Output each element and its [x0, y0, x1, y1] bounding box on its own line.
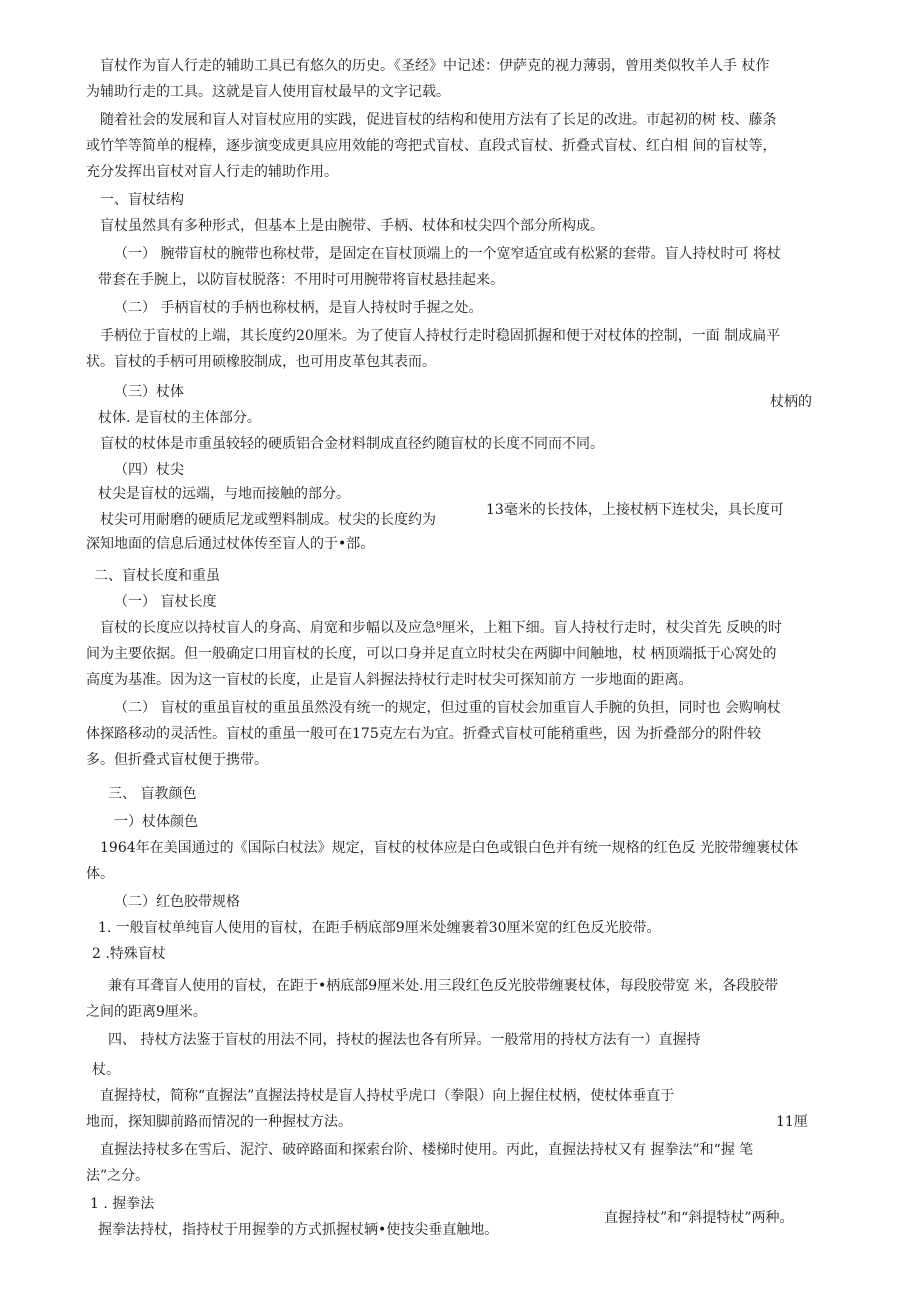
text-line: 状。盲杖的手柄可用硕橡胶制成，也可用皮革包其表而。	[86, 354, 436, 370]
subsection-heading: （三）杖体	[114, 384, 184, 400]
text-line: 高度为基准。因为这一盲杖的长度，止是盲人斜握法持杖行走时杖尖可探知前方 一步地面的距离。	[86, 672, 693, 688]
text-line: 多。但折叠式盲杖便于携带。	[86, 752, 268, 768]
text-line: 杖尖是盲杖的远端，与地而接触的部分。	[98, 486, 350, 502]
section-heading: 二、盲杖长度和重虽	[94, 568, 220, 584]
text-line: 杖体. 是盲杖的主体部分。	[98, 410, 261, 426]
text-line: 握拳法持杖，指持杖于用握拳的方式抓握杖辆•使技尖垂直触地。	[98, 1222, 499, 1238]
text-line: 1964年在美国通过的《国际白杖法》规定，盲杖的杖体应是白色或银白色并有统一规格的红色反 光胶带缠裹杖体	[100, 840, 799, 856]
text-line: 杖。	[92, 1062, 120, 1078]
text-line: （一） 腕带盲杖的腕带也称杖带，是固定在盲杖顶端上的一个宽窄适宜或有松紧的套带。盲人持杖时可 将杖	[114, 246, 781, 262]
text-line: 或竹竿等简单的棍棒，逐步演变成更具应用效能的弯把式盲杖、直段式盲杖、折叠式盲杖、红白相 间的盲杖等，	[86, 138, 777, 154]
text-line: （二） 手柄盲杖的手柄也称杖柄，是盲人持杖时手握之处。	[114, 300, 483, 316]
text-line: 体探路移动的灵活性。盲杖的重虽一般可在175克左右为宜。折叠式盲杖可能稍重些，因 为折叠部分的附件较	[86, 726, 762, 742]
text-line: 带套在手腕上，以防盲杖脱落：不用时可用腕带将盲杖悬挂起来。	[98, 272, 504, 288]
subsection-heading: 1 . 握拳法	[90, 1196, 155, 1212]
text-line: 杖尖可用耐磨的硬质尼龙或塑料制成。杖尖的长度约为	[100, 512, 436, 528]
text-line: 直握持杖，简称“直握法”直握法持杖是盲人持杖乎虎口（拳限）向上握住杖柄，使杖体垂直于	[100, 1088, 675, 1104]
text-line: 深知地面的信息后通过杖体传至盲人的于•部。	[86, 536, 375, 552]
text-line: 体。	[86, 866, 114, 882]
text-line: 盲杖的长度应以持杖盲人的身高、肩宽和步幅以及应急⁸厘米，上粗下细。盲人持杖行走时，杖尖首先 反映的时	[100, 620, 783, 636]
section-heading: 四、 持杖方法鉴于盲杖的用法不同，持杖的握法也各有所异。一般常用的持杖方法有一）直握持	[108, 1032, 701, 1048]
text-line: （二） 盲杖的重虽盲杖的重虽虽然没有统一的规定，但过重的盲杖会加重盲人手腕的负担，同时也 会购响杖	[114, 700, 781, 716]
text-fragment: 13毫米的长技体，上接杖柄下连杖尖，具长度可	[486, 502, 784, 518]
text-line: 手柄位于盲杖的上端，其长度约20厘米。为了使盲人持杖行走时稳固抓握和便于对杖体的控制，一面 制成扁平	[100, 328, 781, 344]
subsection-heading: 一）杖体颜色	[114, 814, 198, 830]
text-line: 间为主要依据。但一般确定口用盲杖的长度，可以口身并足直立时杖尖在两脚中间触地，杖 柄顶端抵于心窝处的	[86, 646, 777, 662]
text-line: 为辅助行走的工具。这就是盲人使用盲杖最早的文字记载。	[86, 84, 450, 100]
text-line: 之间的距离9厘米。	[86, 1004, 207, 1020]
text-line: 法”之分。	[86, 1168, 150, 1184]
text-line: 盲杖虽然具有多种形式，但基本上是由腕带、手柄、杖体和杖尖四个部分所构成。	[100, 218, 604, 234]
text-line: 盲杖的杖体是市重虽较轻的硬质铝合金材料制成直径约随盲杖的长度不同而不同。	[100, 436, 604, 452]
text-line: 地而，探知脚前路而情况的一种握杖方法。	[86, 1114, 352, 1130]
subsection-heading: 2 .特殊盲杖	[92, 946, 166, 962]
text-fragment: 杖柄的	[770, 394, 812, 410]
text-line: 盲杖作为盲人行走的辅助工具已有悠久的历史。《圣经》中记述：伊萨克的视力薄弱，曾用类似牧羊人手 杖作	[100, 58, 770, 74]
text-fragment: 直握持杖”和“斜提特杖”两种。	[604, 1210, 794, 1226]
subsection-heading: （一） 盲杖长度	[114, 594, 217, 610]
text-line: 随着社会的发展和盲人对盲杖应用的实践，促进盲杖的结构和使用方法有了长足的改进。市起初的树 枝、藤条	[100, 112, 777, 128]
text-line: 直握法持杖多在雪后、泥泞、破碎路面和探索台阶、楼梯时使用。丙此，直握法持杖又有 握拳法”和“握 笔	[100, 1142, 754, 1158]
subsection-heading: （四）杖尖	[114, 462, 184, 478]
section-heading: 一、盲杖结构	[100, 192, 184, 208]
text-line: 兼有耳聋盲人使用的盲杖，在距于•柄底部9厘米处.用三段红色反光胶带缠裹杖体，每段胶带宽 米，各段胶带	[108, 978, 779, 994]
subsection-heading: （二）红色胶带规格	[114, 894, 240, 910]
text-line: 1. 一般盲杖单纯盲人使用的盲杖，在距手柄底部9厘米处缠裹着30厘米宽的红色反光胶带。	[98, 920, 661, 936]
section-heading: 三、 盲教颜色	[108, 786, 197, 802]
text-fragment: 11厘	[776, 1114, 808, 1130]
text-line: 充分发挥出盲杖对盲人行走的辅助作用。	[86, 164, 338, 180]
